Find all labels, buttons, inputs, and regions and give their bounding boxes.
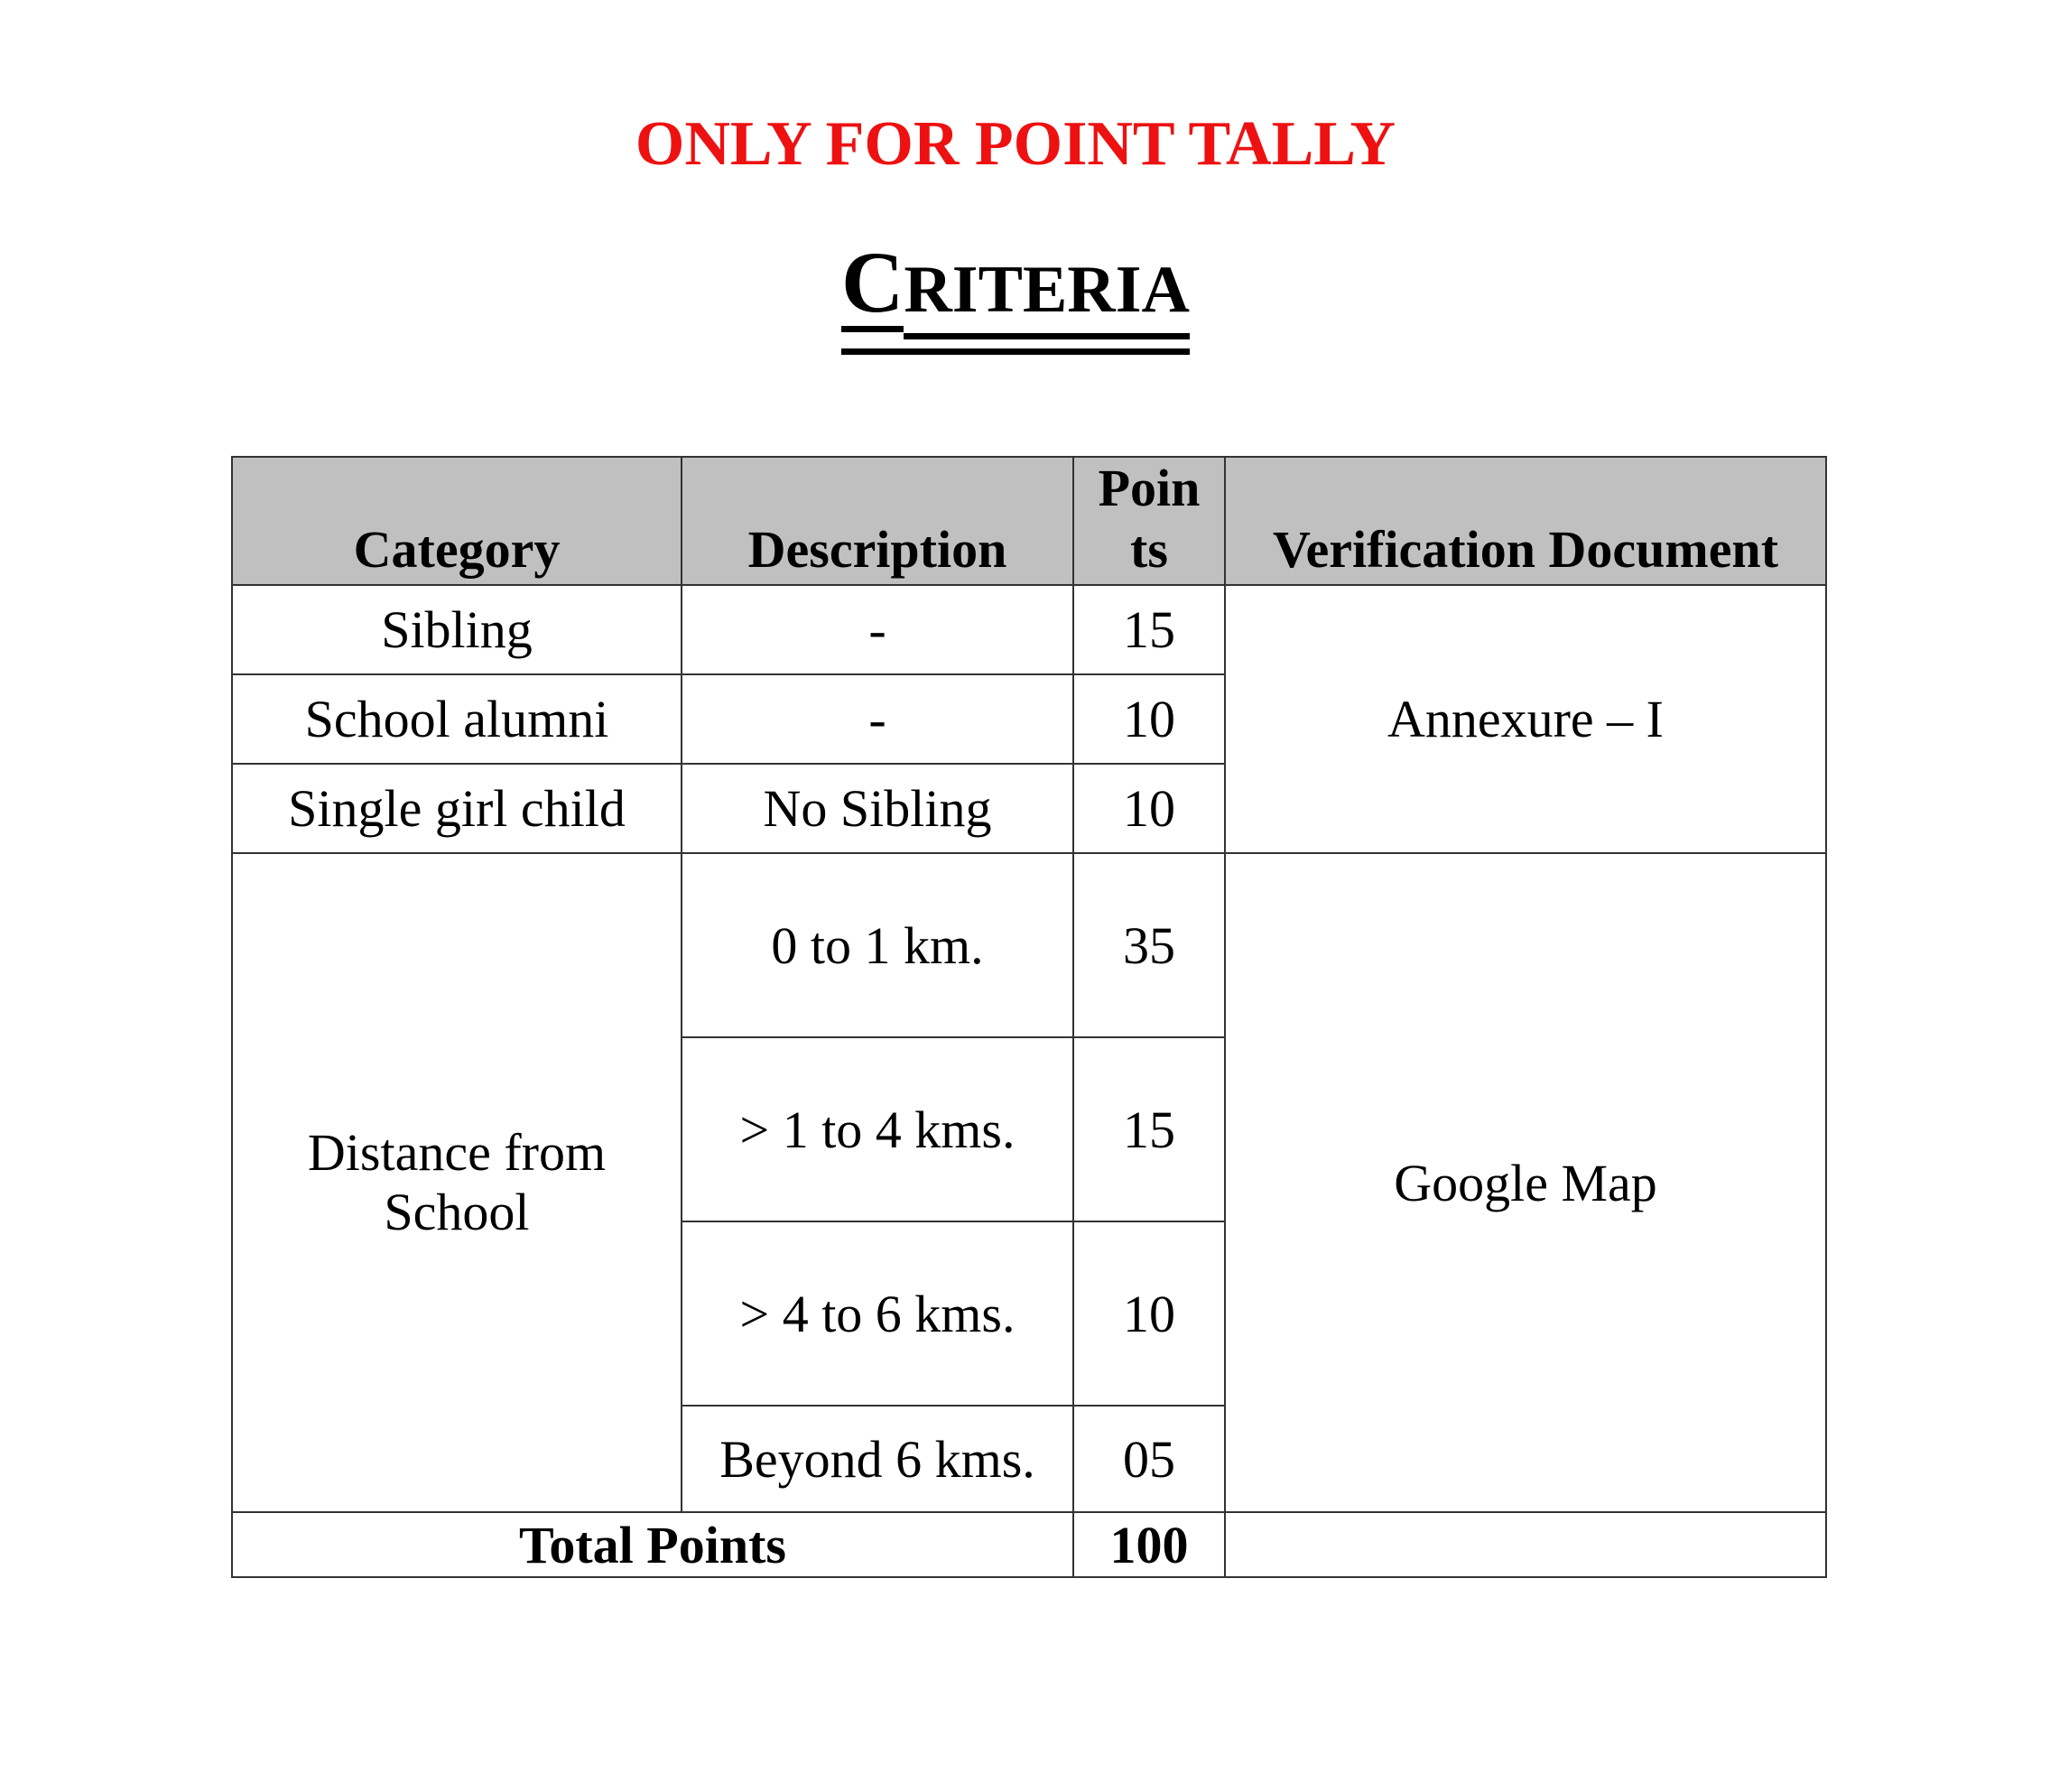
cell-points: 15 [1073, 585, 1225, 674]
cell-points: 10 [1073, 764, 1225, 853]
cell-description: - [682, 585, 1073, 674]
table-header-row [232, 457, 1826, 585]
cell-description: > 4 to 6 kms. [682, 1221, 1073, 1406]
cell-category: School alumni [232, 674, 682, 764]
cell-category: Single girl child [232, 764, 682, 853]
cell-description: - [682, 674, 1073, 764]
distance-category-line2: School [384, 1183, 530, 1241]
header-verification: Verification Document [1225, 457, 1826, 585]
header-category: Category [232, 457, 682, 585]
header-points [1073, 457, 1225, 585]
criteria-title-rest: RITERIA [904, 246, 1190, 339]
total-row [232, 1512, 1826, 1577]
total-points-label: Total Points [232, 1512, 1073, 1577]
table-row [232, 585, 1826, 674]
cell-description: Beyond 6 kms. [682, 1406, 1073, 1512]
cell-points: 35 [1073, 853, 1225, 1037]
table-row [232, 853, 1826, 1037]
point-tally-notice: ONLY FOR POINT TALLY [635, 109, 1396, 179]
cell-verification-annexure: Annexure – I [1225, 585, 1826, 853]
cell-points: 15 [1073, 1037, 1225, 1221]
criteria-table [231, 456, 1827, 1578]
header-description: Description [682, 457, 1073, 585]
header-points-line1: Poin [1098, 459, 1201, 517]
cell-category: Sibling [232, 585, 682, 674]
cell-points: 10 [1073, 674, 1225, 764]
criteria-title [0, 234, 2031, 355]
empty-cell [1225, 1512, 1826, 1577]
header-points-line2: ts [1130, 520, 1168, 579]
cell-points: 05 [1073, 1406, 1225, 1512]
criteria-title-underlined [841, 234, 1190, 355]
criteria-title-initial: C [841, 234, 904, 330]
cell-description: > 1 to 4 kms. [682, 1037, 1073, 1221]
distance-category-line1: Distance from [307, 1123, 607, 1182]
cell-description: No Sibling [682, 764, 1073, 853]
distance-category-text [308, 1123, 606, 1242]
cell-verification-map: Google Map [1225, 853, 1826, 1512]
cell-category-distance [232, 853, 682, 1512]
cell-points: 10 [1073, 1221, 1225, 1406]
total-points-value: 100 [1073, 1512, 1225, 1577]
cell-description: 0 to 1 km. [682, 853, 1073, 1037]
